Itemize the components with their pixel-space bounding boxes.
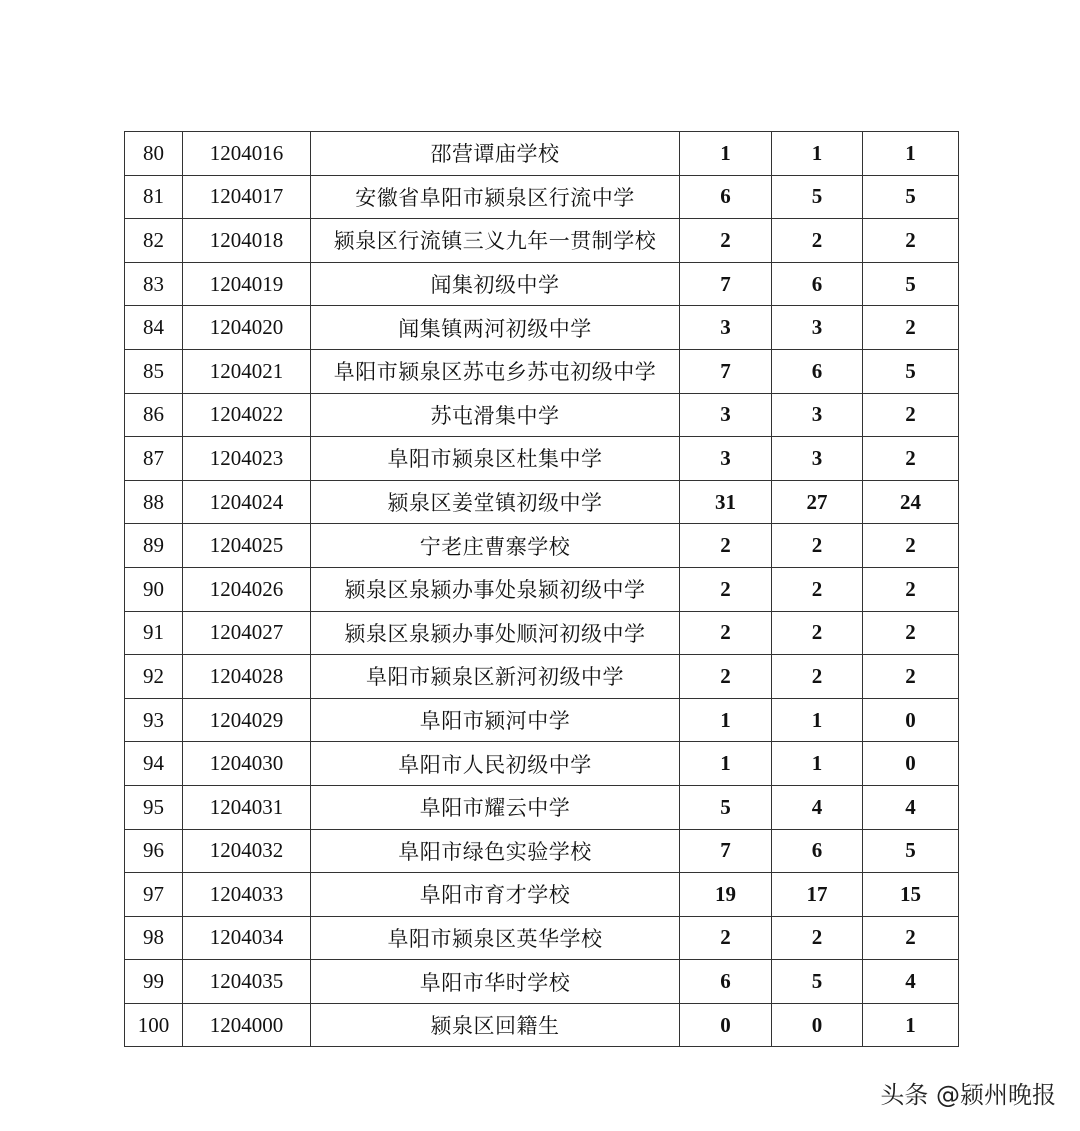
value-1-cell: 1	[680, 742, 772, 786]
value-1-cell: 7	[680, 349, 772, 393]
school-name-cell: 苏屯滑集中学	[311, 393, 680, 437]
table-row	[125, 524, 959, 568]
row-number-cell: 99	[125, 960, 183, 1004]
value-3-cell: 0	[863, 698, 959, 742]
table-body	[125, 132, 959, 1047]
school-name-cell: 闻集镇两河初级中学	[311, 306, 680, 350]
school-name-cell: 阜阳市耀云中学	[311, 785, 680, 829]
value-1-cell: 7	[680, 262, 772, 306]
value-2-cell: 2	[772, 611, 863, 655]
row-number-cell: 83	[125, 262, 183, 306]
row-number-cell: 100	[125, 1003, 183, 1047]
school-code-cell: 1204019	[183, 262, 311, 306]
school-name-cell: 阜阳市绿色实验学校	[311, 829, 680, 873]
school-code-cell: 1204018	[183, 219, 311, 263]
school-code-cell: 1204021	[183, 349, 311, 393]
table-row	[125, 611, 959, 655]
value-3-cell: 2	[863, 393, 959, 437]
table-row	[125, 916, 959, 960]
value-2-cell: 2	[772, 219, 863, 263]
table-row	[125, 829, 959, 873]
value-2-cell: 1	[772, 132, 863, 176]
value-1-cell: 2	[680, 567, 772, 611]
table-row	[125, 349, 959, 393]
value-2-cell: 2	[772, 524, 863, 568]
row-number-cell: 96	[125, 829, 183, 873]
table-row	[125, 219, 959, 263]
row-number-cell: 98	[125, 916, 183, 960]
value-3-cell: 1	[863, 132, 959, 176]
school-name-cell: 闻集初级中学	[311, 262, 680, 306]
table-row	[125, 1003, 959, 1047]
school-code-cell: 1204023	[183, 437, 311, 481]
school-code-cell: 1204035	[183, 960, 311, 1004]
row-number-cell: 81	[125, 175, 183, 219]
school-code-cell: 1204026	[183, 567, 311, 611]
value-2-cell: 0	[772, 1003, 863, 1047]
value-3-cell: 2	[863, 916, 959, 960]
school-code-cell: 1204032	[183, 829, 311, 873]
school-name-cell: 阜阳市颍泉区杜集中学	[311, 437, 680, 481]
value-2-cell: 2	[772, 567, 863, 611]
value-2-cell: 6	[772, 829, 863, 873]
school-code-cell: 1204020	[183, 306, 311, 350]
school-code-cell: 1204030	[183, 742, 311, 786]
value-2-cell: 1	[772, 698, 863, 742]
value-2-cell: 4	[772, 785, 863, 829]
table-row	[125, 437, 959, 481]
school-code-cell: 1204033	[183, 873, 311, 917]
row-number-cell: 89	[125, 524, 183, 568]
table-row	[125, 480, 959, 524]
value-3-cell: 5	[863, 349, 959, 393]
value-3-cell: 2	[863, 306, 959, 350]
value-2-cell: 3	[772, 437, 863, 481]
value-3-cell: 0	[863, 742, 959, 786]
school-code-cell: 1204000	[183, 1003, 311, 1047]
value-1-cell: 5	[680, 785, 772, 829]
value-1-cell: 2	[680, 611, 772, 655]
table-row	[125, 306, 959, 350]
value-3-cell: 15	[863, 873, 959, 917]
table-row	[125, 262, 959, 306]
value-3-cell: 24	[863, 480, 959, 524]
value-3-cell: 2	[863, 524, 959, 568]
school-name-cell: 阜阳市颍泉区苏屯乡苏屯初级中学	[311, 349, 680, 393]
school-code-cell: 1204034	[183, 916, 311, 960]
table-row	[125, 960, 959, 1004]
row-number-cell: 87	[125, 437, 183, 481]
school-name-cell: 安徽省阜阳市颍泉区行流中学	[311, 175, 680, 219]
value-3-cell: 5	[863, 175, 959, 219]
value-1-cell: 1	[680, 698, 772, 742]
table-row	[125, 785, 959, 829]
school-name-cell: 阜阳市人民初级中学	[311, 742, 680, 786]
school-code-cell: 1204031	[183, 785, 311, 829]
school-name-cell: 阜阳市颍河中学	[311, 698, 680, 742]
value-3-cell: 2	[863, 219, 959, 263]
value-2-cell: 6	[772, 349, 863, 393]
value-1-cell: 6	[680, 175, 772, 219]
table-row	[125, 132, 959, 176]
value-1-cell: 2	[680, 655, 772, 699]
table-row	[125, 393, 959, 437]
table-row	[125, 567, 959, 611]
row-number-cell: 92	[125, 655, 183, 699]
value-1-cell: 31	[680, 480, 772, 524]
value-2-cell: 27	[772, 480, 863, 524]
school-code-cell: 1204016	[183, 132, 311, 176]
row-number-cell: 80	[125, 132, 183, 176]
value-3-cell: 1	[863, 1003, 959, 1047]
school-quota-table	[124, 131, 959, 1047]
row-number-cell: 95	[125, 785, 183, 829]
value-2-cell: 17	[772, 873, 863, 917]
school-code-cell: 1204024	[183, 480, 311, 524]
value-1-cell: 2	[680, 524, 772, 568]
value-2-cell: 2	[772, 916, 863, 960]
value-1-cell: 3	[680, 437, 772, 481]
table-row	[125, 742, 959, 786]
value-3-cell: 2	[863, 567, 959, 611]
value-3-cell: 2	[863, 611, 959, 655]
school-name-cell: 颍泉区泉颍办事处泉颍初级中学	[311, 567, 680, 611]
table-row	[125, 873, 959, 917]
school-code-cell: 1204017	[183, 175, 311, 219]
school-name-cell: 颍泉区泉颍办事处顺河初级中学	[311, 611, 680, 655]
school-code-cell: 1204025	[183, 524, 311, 568]
table-row	[125, 655, 959, 699]
value-3-cell: 4	[863, 960, 959, 1004]
value-2-cell: 5	[772, 175, 863, 219]
value-1-cell: 1	[680, 132, 772, 176]
value-1-cell: 2	[680, 219, 772, 263]
row-number-cell: 91	[125, 611, 183, 655]
value-3-cell: 5	[863, 829, 959, 873]
row-number-cell: 86	[125, 393, 183, 437]
school-name-cell: 颍泉区回籍生	[311, 1003, 680, 1047]
value-1-cell: 19	[680, 873, 772, 917]
row-number-cell: 90	[125, 567, 183, 611]
value-1-cell: 2	[680, 916, 772, 960]
school-name-cell: 阜阳市华时学校	[311, 960, 680, 1004]
row-number-cell: 82	[125, 219, 183, 263]
value-1-cell: 7	[680, 829, 772, 873]
school-name-cell: 阜阳市颍泉区英华学校	[311, 916, 680, 960]
value-3-cell: 4	[863, 785, 959, 829]
value-3-cell: 5	[863, 262, 959, 306]
value-1-cell: 6	[680, 960, 772, 1004]
school-name-cell: 宁老庄曹寨学校	[311, 524, 680, 568]
value-2-cell: 2	[772, 655, 863, 699]
school-name-cell: 阜阳市育才学校	[311, 873, 680, 917]
value-2-cell: 5	[772, 960, 863, 1004]
value-1-cell: 3	[680, 393, 772, 437]
row-number-cell: 97	[125, 873, 183, 917]
school-name-cell: 阜阳市颍泉区新河初级中学	[311, 655, 680, 699]
school-code-cell: 1204029	[183, 698, 311, 742]
school-code-cell: 1204027	[183, 611, 311, 655]
watermark: 头条 @颍州晚报	[880, 1081, 1056, 1109]
value-3-cell: 2	[863, 437, 959, 481]
row-number-cell: 94	[125, 742, 183, 786]
row-number-cell: 84	[125, 306, 183, 350]
table-row	[125, 175, 959, 219]
school-code-cell: 1204022	[183, 393, 311, 437]
value-2-cell: 3	[772, 393, 863, 437]
value-1-cell: 3	[680, 306, 772, 350]
value-3-cell: 2	[863, 655, 959, 699]
school-name-cell: 颍泉区姜堂镇初级中学	[311, 480, 680, 524]
value-1-cell: 0	[680, 1003, 772, 1047]
row-number-cell: 85	[125, 349, 183, 393]
school-code-cell: 1204028	[183, 655, 311, 699]
school-name-cell: 颍泉区行流镇三义九年一贯制学校	[311, 219, 680, 263]
value-2-cell: 6	[772, 262, 863, 306]
school-name-cell: 邵营谭庙学校	[311, 132, 680, 176]
row-number-cell: 93	[125, 698, 183, 742]
value-2-cell: 1	[772, 742, 863, 786]
row-number-cell: 88	[125, 480, 183, 524]
value-2-cell: 3	[772, 306, 863, 350]
table-row	[125, 698, 959, 742]
